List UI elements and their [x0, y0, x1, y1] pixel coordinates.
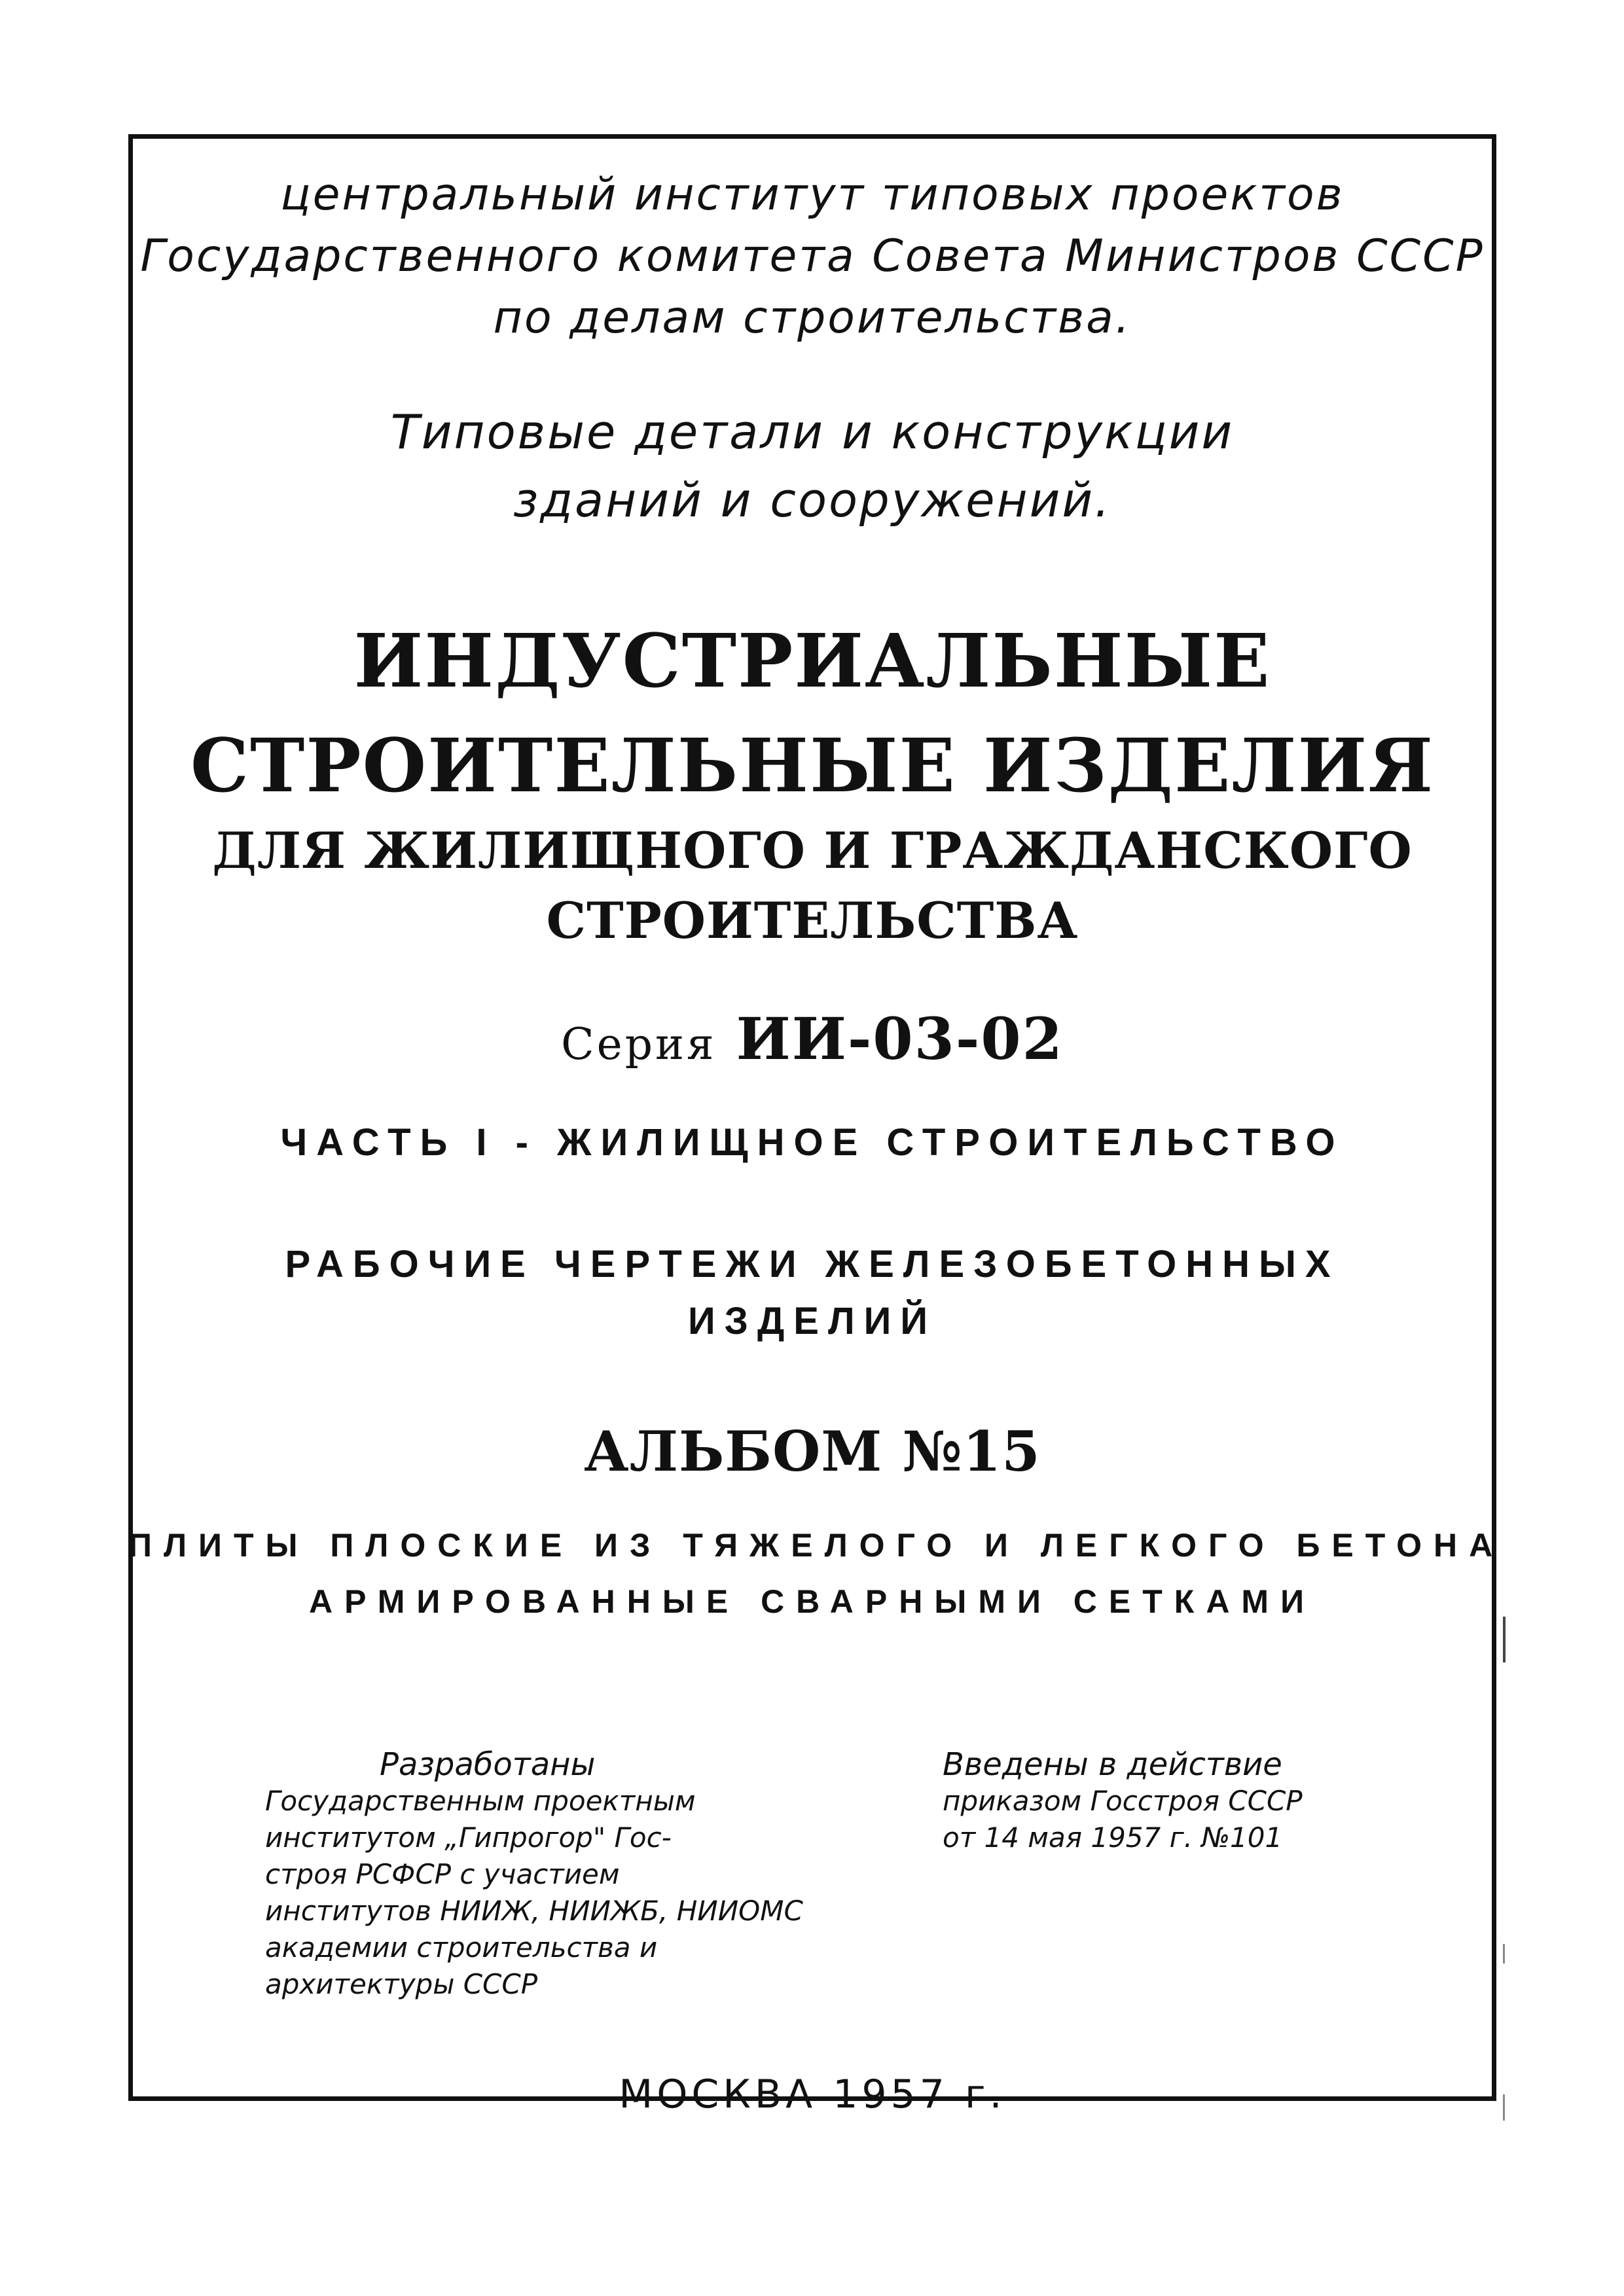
title-line-3: ДЛЯ ЖИЛИЩНОГО И ГРАЖДАНСКОГО: [212, 821, 1413, 880]
institute-line-1: центральный институт типовых проектов: [280, 169, 1344, 221]
place-year: МОСКВА 1957 г.: [619, 2072, 1006, 2117]
enacted-line: приказом Госстроя СССР: [943, 1785, 1303, 1817]
subtitle-line-2: зданий и сооружений.: [513, 473, 1112, 528]
developed-heading: Разработаны: [380, 1746, 596, 1783]
institute-line-2: Государственного комитета Совета Министров СССР: [140, 230, 1485, 282]
part-heading: ЧАСТЬ I - ЖИЛИЩНОЕ СТРОИТЕЛЬСТВО: [280, 1121, 1344, 1164]
developed-block: [265, 1746, 803, 2003]
developed-line: институтов НИИЖ, НИИЖБ, НИИОМС: [265, 1895, 803, 1927]
enacted-line: от 14 мая 1957 г. №101: [943, 1821, 1283, 1854]
institute-line-3: по делам строительства.: [493, 292, 1132, 344]
subtitle-line-1: Типовые детали и конструкции: [390, 404, 1235, 459]
scan-edge-mark: [1503, 1617, 1506, 1662]
plates-line-2: АРМИРОВАННЫЕ СВАРНЫМИ СЕТКАМИ: [308, 1583, 1316, 1620]
developed-line: архитектуры СССР: [265, 1968, 538, 2000]
enacted-block: [943, 1746, 1303, 1856]
scan-edge-mark: [1503, 1944, 1505, 1964]
developed-line: академии строительства и: [265, 1931, 658, 1964]
developed-line: Государственным проектным: [265, 1785, 696, 1817]
title-line-1: ИНДУСТРИАЛЬНЫЕ: [353, 619, 1271, 704]
series-number: ИИ-03-02: [736, 1005, 1064, 1073]
title-line-2: СТРОИТЕЛЬНЫЕ ИЗДЕЛИЯ: [190, 723, 1435, 809]
developed-line: институтом „Гипрогор" Гос-: [265, 1821, 672, 1854]
scan-edge-mark: [1503, 2094, 1505, 2121]
developed-line: строя РСФСР с участием: [265, 1858, 620, 1890]
drawings-line-1: РАБОЧИЕ ЧЕРТЕЖИ ЖЕЛЕЗОБЕТОННЫХ: [285, 1243, 1340, 1285]
enacted-line: Введены в действие: [943, 1746, 1282, 1783]
drawings-line-2: ИЗДЕЛИЙ: [687, 1300, 937, 1342]
album-number: АЛЬБОМ №15: [584, 1419, 1041, 1484]
series-label: Серия: [561, 1019, 717, 1069]
title-line-4: СТРОИТЕЛЬСТВА: [546, 891, 1079, 950]
series-line: [128, 1005, 1496, 1073]
plates-line-1: ПЛИТЫ ПЛОСКИЕ ИЗ ТЯЖЕЛОГО И ЛЕГКОГО БЕТОНА: [128, 1527, 1505, 1564]
